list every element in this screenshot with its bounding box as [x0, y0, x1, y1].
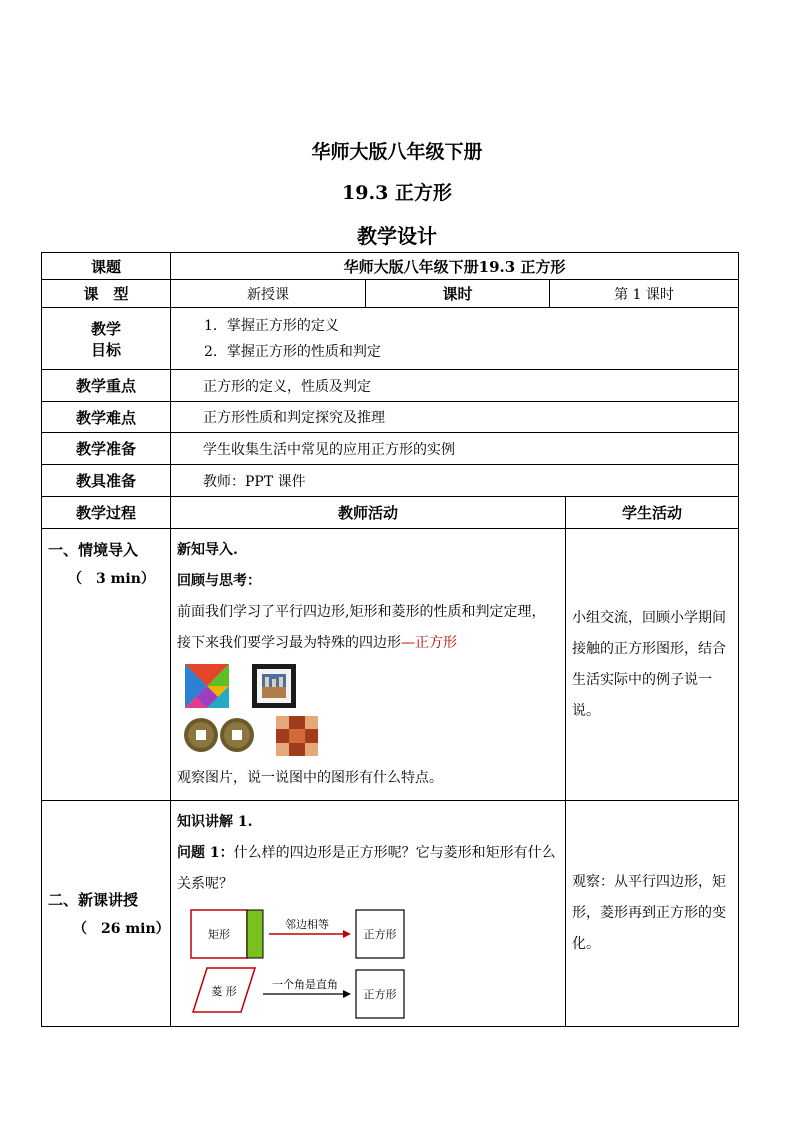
- intro-text: 新知导入.: [177, 542, 238, 558]
- rhombus-label: 菱 形: [211, 985, 237, 998]
- row-type: [42, 280, 739, 308]
- question-label: 问题 1：: [177, 845, 234, 861]
- type-value: 新授课: [171, 280, 366, 308]
- difficult-label: 教学难点: [42, 402, 171, 433]
- section1-minutes: （ 3 min）: [68, 571, 155, 587]
- row-section1: [42, 529, 739, 801]
- goals-label-line1: 教学: [90, 319, 121, 338]
- question-body: 什么样的四边形是正方形呢？它与菱形和矩形有什么关系呢？: [177, 845, 556, 892]
- square-highlight: —正方形: [401, 635, 457, 651]
- teacher-label: 教师活动: [171, 497, 566, 529]
- review-text-1: 前面我们学习了平行四边形,矩形和菱形的性质和判定定理，: [177, 604, 546, 620]
- goals-list: [171, 308, 739, 370]
- section2-teacher-activity: [171, 801, 566, 1027]
- tools-value: 教师：PPT 课件: [171, 465, 739, 497]
- difficult-value: 正方形性质和判定探究及推理: [171, 402, 739, 433]
- question-text: [177, 838, 561, 900]
- tile-image: [275, 715, 319, 757]
- framed-picture-image: [251, 663, 297, 709]
- section1-title: 一、情境导入: [48, 541, 139, 559]
- row-goals: [42, 308, 739, 370]
- image-row-2: [183, 715, 561, 757]
- tangram-image: [183, 663, 233, 709]
- row-process-header: [42, 497, 739, 529]
- key-value: 正方形的定义，性质及判定: [171, 370, 739, 402]
- row-tools: [42, 465, 739, 497]
- prep-value: 学生收集生活中常见的应用正方形的实例: [171, 433, 739, 465]
- section2-title: 二、新课讲授: [48, 891, 139, 909]
- image-row-1: [183, 663, 561, 709]
- arrow-label-2: 一个角是直角: [272, 978, 338, 991]
- quadrilateral-diagram: [177, 902, 413, 1020]
- section2-title-cell: [42, 801, 171, 1027]
- doc-title-1: 华师大版八年级下册: [311, 141, 483, 163]
- section1-student-text: 小组交流，回顾小学期间接触的正方形图形，结合生活实际中的例子说一说。: [572, 609, 726, 719]
- square-label-2: 正方形: [363, 988, 397, 1001]
- topic-value: 华师大版八年级下册19.3 正方形: [171, 253, 739, 280]
- coins-image: [183, 715, 257, 755]
- knowledge-label: 知识讲解 1.: [177, 814, 253, 830]
- section1-student-activity: [566, 529, 739, 801]
- goal-item: 1．掌握正方形的定义: [204, 317, 339, 334]
- goals-label-line2: 目标: [90, 340, 121, 359]
- prep-label: 教学准备: [42, 433, 171, 465]
- topic-label: 课题: [42, 253, 171, 280]
- student-label: 学生活动: [566, 497, 739, 529]
- goals-label: [42, 308, 171, 370]
- review-text-2a: 接下来我们要学习最为特殊的四边形: [177, 635, 401, 651]
- row-difficult: [42, 402, 739, 433]
- section2-student-text: 观察：从平行四边形，矩形，菱形再到正方形的变化。: [572, 874, 726, 952]
- row-section2: [42, 801, 739, 1027]
- type-label: 课 型: [42, 280, 171, 308]
- section2-minutes: （ 26 min）: [73, 921, 170, 937]
- review-text-2: [177, 628, 561, 659]
- section1-teacher-activity: [171, 529, 566, 801]
- section1-title-cell: [42, 529, 171, 801]
- doc-title-2: 19.3 正方形: [342, 182, 452, 204]
- rect-label: 矩形: [208, 928, 230, 941]
- period-label: 课时: [366, 280, 550, 308]
- key-label: 教学重点: [42, 370, 171, 402]
- process-label: 教学过程: [42, 497, 171, 529]
- row-prep: [42, 433, 739, 465]
- row-topic: [42, 253, 739, 280]
- review-label: 回顾与思考：: [177, 573, 261, 589]
- lesson-plan-table: [41, 252, 739, 1027]
- row-key: [42, 370, 739, 402]
- period-value: 第 1 课时: [550, 280, 739, 308]
- goal-item: 2．掌握正方形的性质和判定: [204, 343, 381, 360]
- arrow-label-1: 邻边相等: [285, 918, 329, 931]
- square-label-1: 正方形: [363, 928, 397, 941]
- observe-text: 观察图片，说一说图中的图形有什么特点。: [177, 770, 443, 786]
- doc-title-3: 教学设计: [357, 224, 437, 248]
- green-bar: [247, 910, 263, 958]
- tools-label: 教具准备: [42, 465, 171, 497]
- section2-student-activity: [566, 801, 739, 1027]
